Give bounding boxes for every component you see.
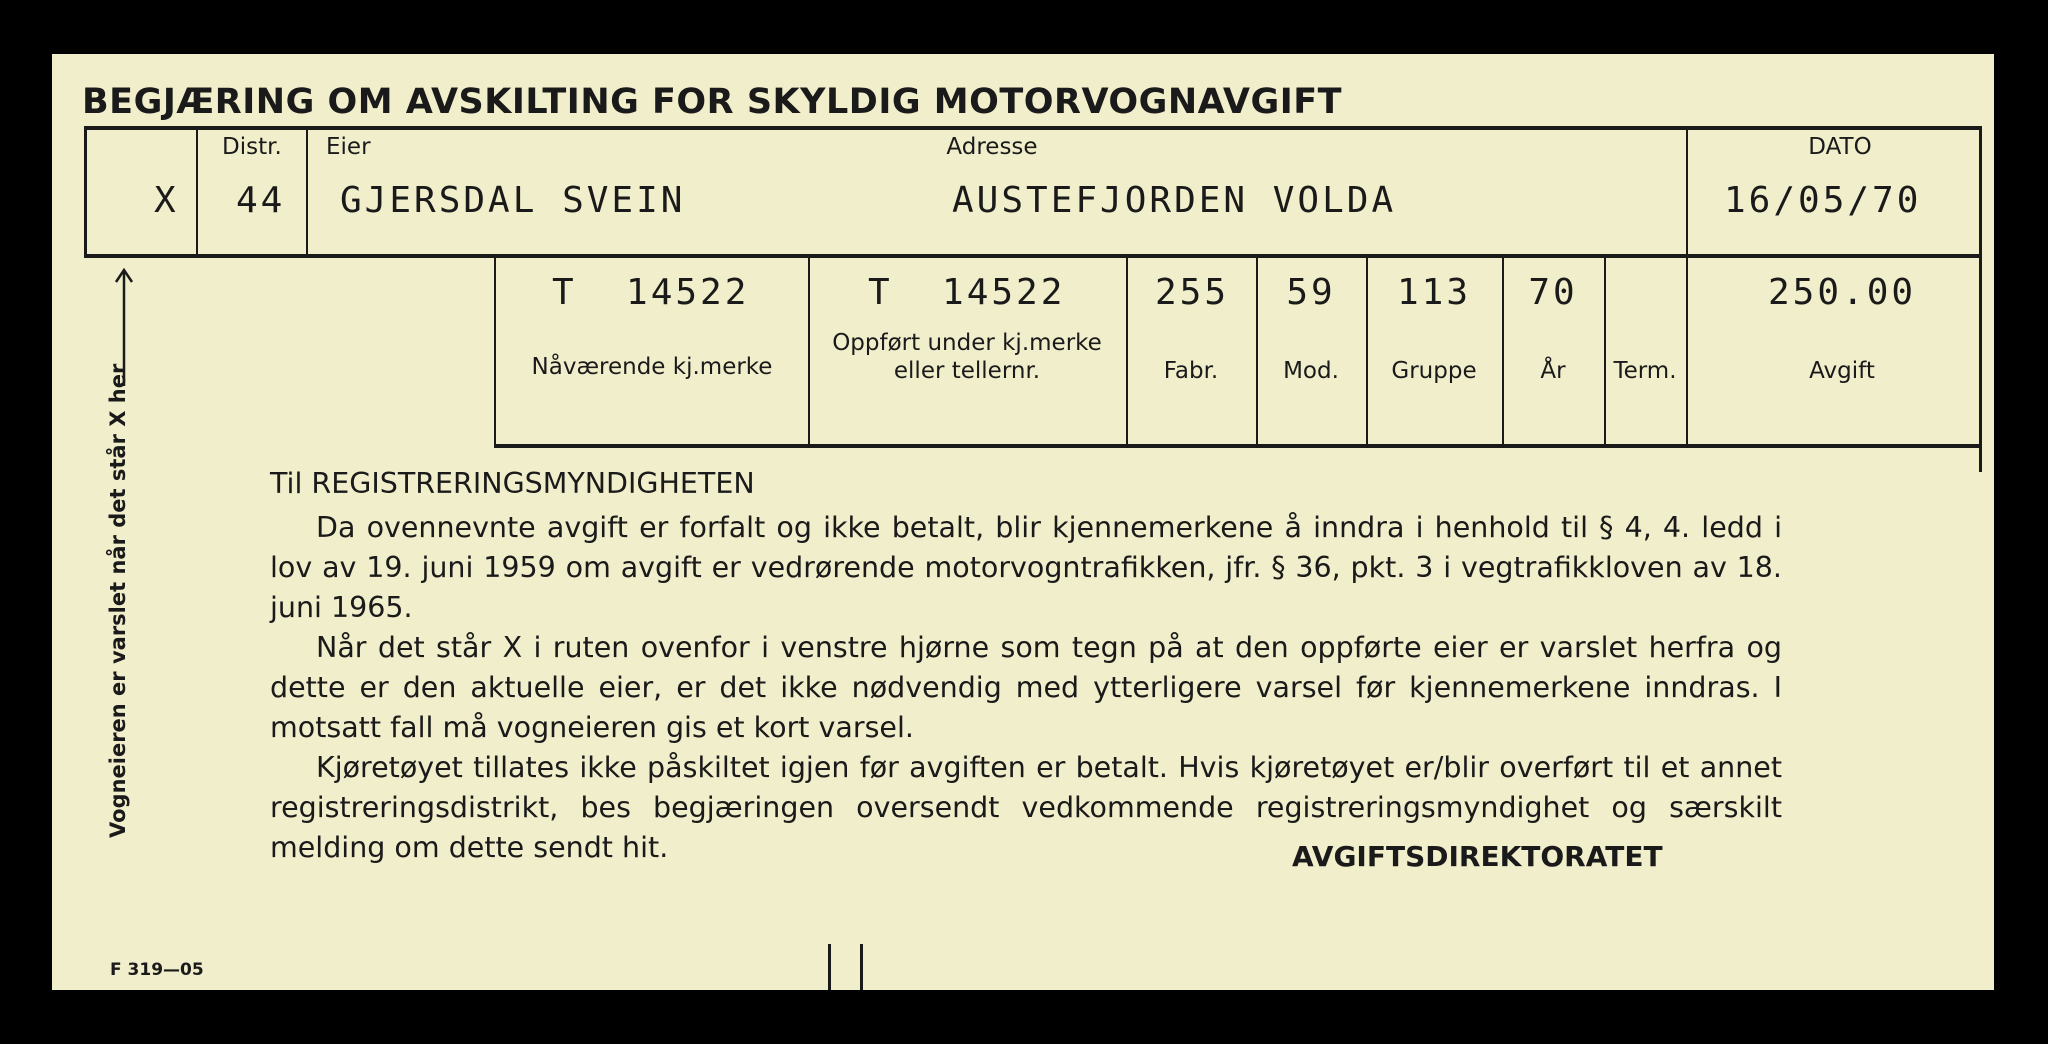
col-divider xyxy=(1256,256,1258,446)
aar-value: 70 xyxy=(1528,272,1578,313)
mod-value: 59 xyxy=(1286,272,1336,313)
subtable-bottom-border xyxy=(494,444,1982,448)
listed-plate-label: eller tellernr. xyxy=(893,358,1041,384)
col-divider xyxy=(1126,256,1128,446)
table-mid-border xyxy=(84,254,1982,258)
eier-value: GJERSDAL SVEIN xyxy=(340,180,686,221)
avgift-label: Avgift xyxy=(1809,358,1875,384)
table-left-border xyxy=(84,126,87,258)
perforation-mark xyxy=(860,944,863,990)
fabr-label: Fabr. xyxy=(1163,358,1219,384)
col-divider xyxy=(196,126,198,256)
table-right-border xyxy=(1979,126,1982,472)
current-plate-label: Nåværende kj.merke xyxy=(531,354,773,380)
notified-mark: X xyxy=(154,180,179,221)
col-divider xyxy=(1604,256,1606,446)
side-note: Vogneieren er varslet når det står X her xyxy=(106,363,130,838)
gruppe-value: 113 xyxy=(1396,272,1472,313)
adresse-value: AUSTEFJORDEN VOLDA xyxy=(952,180,1397,221)
form-code: F 319—05 xyxy=(110,960,204,980)
listed-plate-value: T 14522 xyxy=(868,272,1066,313)
signature: AVGIFTSDIREKTORATET xyxy=(1292,840,1663,873)
col-divider xyxy=(1686,126,1688,256)
dato-label: DATO xyxy=(1808,134,1872,160)
perforation-mark xyxy=(828,944,831,990)
col-divider xyxy=(1686,256,1688,446)
form-document xyxy=(52,54,1994,990)
gruppe-label: Gruppe xyxy=(1391,358,1477,384)
fabr-value: 255 xyxy=(1154,272,1230,313)
col-divider xyxy=(306,126,308,256)
table-top-border xyxy=(84,126,1982,130)
avgift-value: 250.00 xyxy=(1768,272,1917,313)
distr-value: 44 xyxy=(236,180,286,221)
paragraph: Kjøretøyet tillates ikke påskiltet igjen før avgiften er betalt. Hvis kjøretøyet er/blir overført til et annet registreringsdistrikt, bes begjæringen oversendt vedkommende registreringsmyndighet og særskilt melding om dette sendt hit. xyxy=(270,751,1782,864)
addressee-heading: Til REGISTRERINGSMYNDIGHETEN xyxy=(270,467,755,500)
col-divider xyxy=(1502,256,1504,446)
current-plate-value: T 14522 xyxy=(552,272,750,313)
dato-value: 16/05/70 xyxy=(1724,180,1922,221)
aar-label: År xyxy=(1540,358,1566,384)
distr-label: Distr. xyxy=(222,134,282,160)
adresse-label: Adresse xyxy=(946,134,1038,160)
body-text xyxy=(270,464,1782,868)
col-divider xyxy=(1366,256,1368,446)
subtable-left-border xyxy=(494,254,496,446)
col-divider xyxy=(808,256,810,446)
eier-label: Eier xyxy=(326,134,371,160)
paragraph: Da ovennevnte avgift er forfalt og ikke betalt, blir kjennemerkene å inndra i henhold til § 4, 4. ledd i lov av 19. juni 1959 om avgift er vedrørende motorvogntrafikken, jfr. § 36, pkt. 3 i vegtrafikkloven av 18. juni 1965. xyxy=(270,511,1782,624)
paragraph: Når det står X i ruten ovenfor i venstre hjørne som tegn på at den oppførte eier er varslet herfra og dette er den aktuelle eier, er det ikke nødvendig med ytterligere varsel før kjennemerkene inndras. I motsatt fall må vogneieren gis et kort varsel. xyxy=(270,631,1782,744)
mod-label: Mod. xyxy=(1283,358,1339,384)
form-title: BEGJÆRING OM AVSKILTING FOR SKYLDIG MOTORVOGNAVGIFT xyxy=(82,82,1343,122)
term-label: Term. xyxy=(1613,358,1677,384)
listed-plate-label: Oppført under kj.merke xyxy=(832,330,1102,356)
